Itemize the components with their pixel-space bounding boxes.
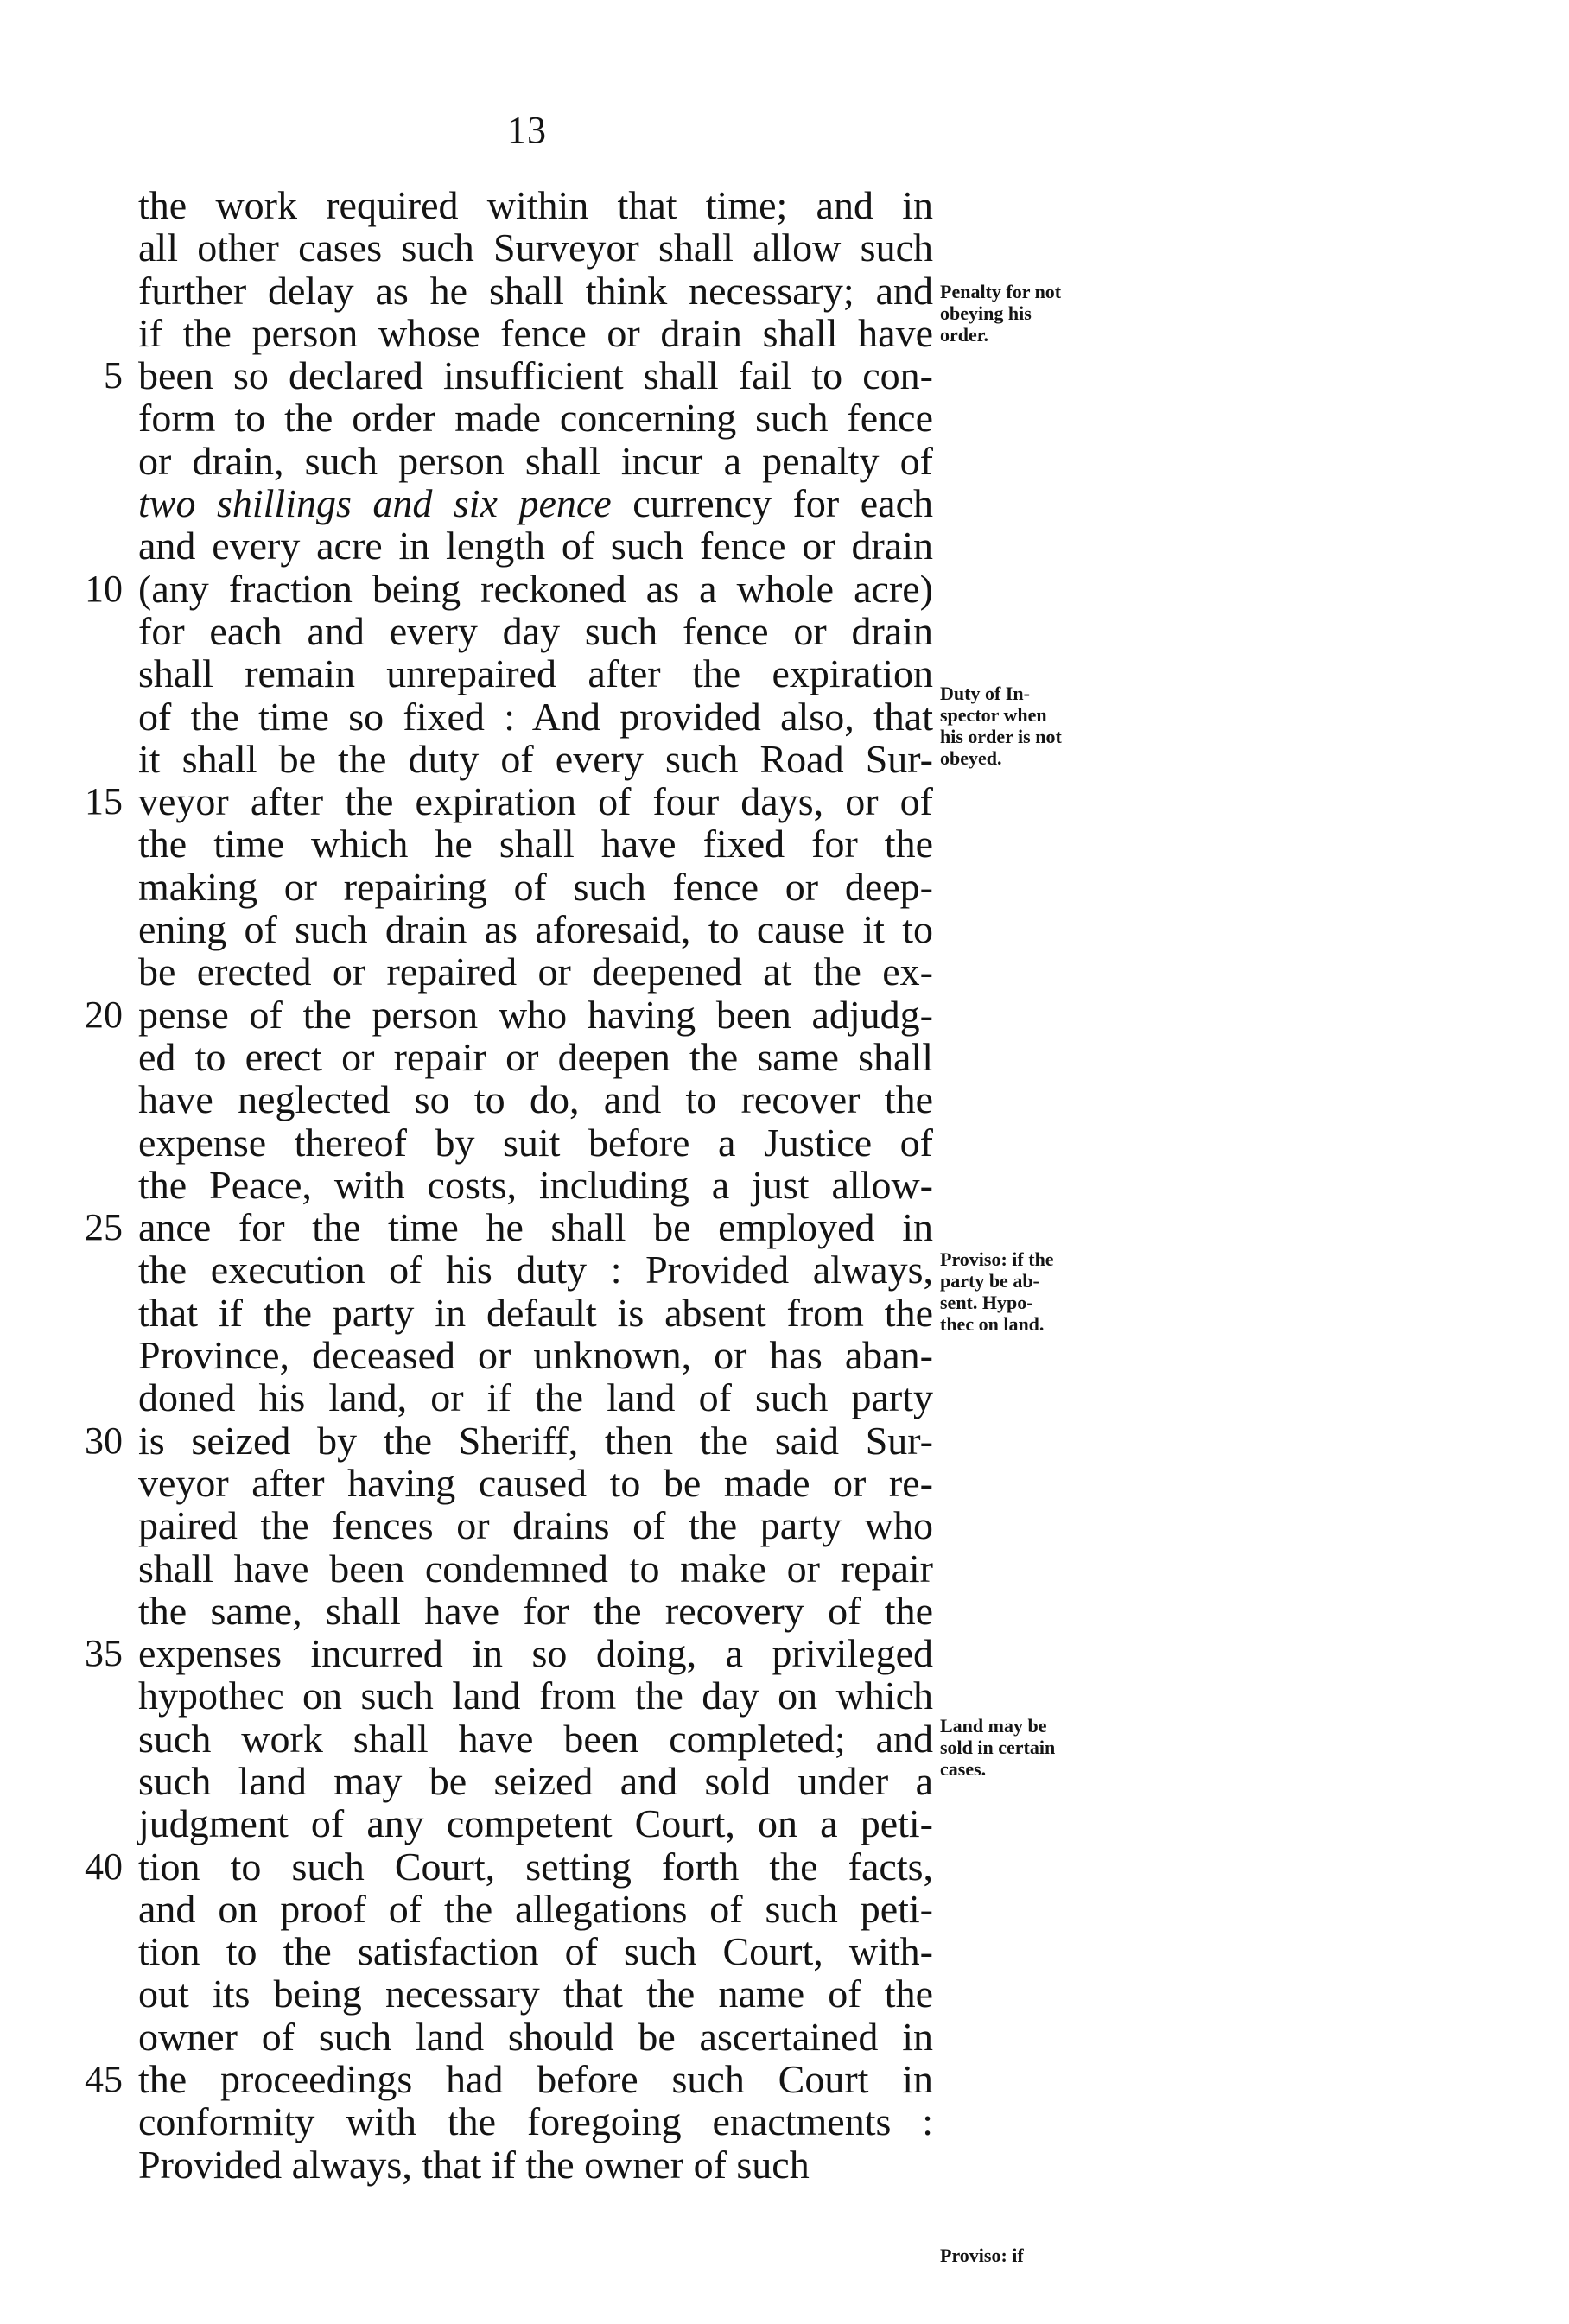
- text-line: [138, 1590, 933, 1632]
- text-line: [138, 1718, 933, 1760]
- line-text: for each and every day such fence or drain: [138, 608, 933, 653]
- line-text: or drain, such person shall incur a penalty of: [138, 438, 933, 483]
- line-text: paired the fences or drains of the party who: [138, 1503, 933, 1548]
- text-line: [138, 2100, 933, 2143]
- text-line: [85, 2057, 933, 2102]
- text-line: [85, 779, 933, 824]
- text-line: [85, 1205, 933, 1250]
- line-text: the Peace, with costs, including a just allow-: [138, 1162, 933, 1207]
- margin-note-penalty: Penalty for not obeying his order.: [940, 281, 1062, 346]
- line-text: veyor after the expiration of four days, or of: [138, 779, 933, 824]
- line-text: expenses incurred in so doing, a privileged: [138, 1631, 933, 1676]
- line-text: doned his land, or if the land of such party: [138, 1375, 933, 1420]
- text-line: [138, 1248, 933, 1291]
- line-text: hypothec on such land from the day on which: [138, 1673, 933, 1718]
- line-text: the execution of his duty : Provided always,: [138, 1248, 933, 1292]
- text-line: [138, 1334, 933, 1376]
- text-line: [138, 610, 933, 652]
- line-text: making or repairing of such fence or deep-: [138, 864, 933, 909]
- line-text-italic: two shillings and six pence: [138, 481, 612, 526]
- line-text: tion to the satisfaction of such Court, with-: [138, 1929, 933, 1974]
- line-number: 35: [85, 1632, 123, 1675]
- text-line: [138, 482, 933, 524]
- text-line: [138, 226, 933, 269]
- text-line: [138, 1121, 933, 1164]
- line-text: and every acre in length of such fence or drain: [138, 524, 933, 568]
- text-line: [138, 1802, 933, 1845]
- line-text: expense thereof by suit before a Justice of: [138, 1120, 933, 1165]
- line-text: shall remain unrepaired after the expiration: [138, 651, 933, 696]
- line-text: of the time so fixed : And provided also, that: [138, 694, 933, 739]
- line-text: veyor after having caused to be made or re-: [138, 1460, 933, 1505]
- margin-note-proviso-absent: Proviso: if the party be ab- sent. Hypo- thec on land.: [940, 1248, 1054, 1335]
- text-line: [138, 1462, 933, 1504]
- line-text: ance for the time he shall be employed in: [138, 1205, 933, 1250]
- text-line: [138, 312, 933, 354]
- margin-note-land-sold: Land may be sold in certain cases.: [940, 1715, 1056, 1780]
- line-number: 25: [85, 1206, 123, 1249]
- text-line: [85, 1418, 933, 1463]
- line-number: 10: [85, 567, 123, 610]
- page-number: 13: [507, 109, 547, 151]
- text-line: [138, 1547, 933, 1590]
- line-text: pense of the person who having been adjudg-: [138, 992, 933, 1037]
- text-line: [138, 2143, 933, 2186]
- line-text: such work shall have been completed; and: [138, 1716, 933, 1761]
- line-text: it shall be the duty of every such Road Sur-: [138, 736, 933, 781]
- margin-note-duty-of-inspector: Duty of In- spector when his order is not obeyed.: [940, 683, 1062, 769]
- text-line: [104, 353, 933, 398]
- text-line: [138, 1504, 933, 1546]
- line-text: been so declared insufficient shall fail to con-: [138, 353, 933, 398]
- line-text: [138, 482, 933, 524]
- line-text: the proceedings had before such Court in: [138, 2057, 933, 2102]
- text-line: [138, 1972, 933, 2015]
- text-line: [138, 1376, 933, 1419]
- text-line: [138, 1930, 933, 1972]
- line-text: (any fraction being reckoned as a whole acre): [138, 566, 933, 611]
- line-text-post: currency for each: [611, 481, 933, 526]
- line-number: 45: [85, 2058, 123, 2101]
- text-line: [138, 1760, 933, 1802]
- text-line: [138, 822, 933, 865]
- line-text: such land may be seized and sold under a: [138, 1758, 933, 1803]
- line-text: judgment of any competent Court, on a peti-: [138, 1801, 933, 1846]
- text-line: [138, 950, 933, 993]
- line-text: have neglected so to do, and to recover the: [138, 1077, 933, 1122]
- line-text: is seized by the Sheriff, then the said Sur-: [138, 1418, 933, 1463]
- line-text: ed to erect or repair or deepen the same shall: [138, 1034, 933, 1079]
- text-line: [138, 524, 933, 567]
- line-text: shall have been condemned to make or repair: [138, 1546, 933, 1591]
- line-number: 20: [85, 993, 123, 1036]
- line-text: conformity with the foregoing enactments :: [138, 2099, 933, 2144]
- line-text: Province, deceased or unknown, or has aban-: [138, 1333, 933, 1378]
- text-line: [138, 695, 933, 738]
- line-text: be erected or repaired or deepened at the ex-: [138, 949, 933, 994]
- text-line: [138, 908, 933, 950]
- line-text: owner of such land should be ascertained in: [138, 2014, 933, 2059]
- text-line: [138, 1888, 933, 1930]
- line-text: form to the order made concerning such fence: [138, 396, 933, 441]
- body-text: [85, 183, 933, 2187]
- line-number: 15: [85, 780, 123, 823]
- text-line: [138, 866, 933, 908]
- text-line: [138, 2016, 933, 2058]
- text-line: [85, 566, 933, 611]
- line-text: and on proof of the allegations of such peti-: [138, 1886, 933, 1931]
- margin-note-proviso-if: Proviso: if: [940, 2245, 1024, 2266]
- text-line: [138, 1164, 933, 1206]
- text-line: [85, 992, 933, 1037]
- text-line: [138, 1292, 933, 1334]
- text-line: [85, 1844, 933, 1889]
- text-line: [138, 1036, 933, 1078]
- line-text: that if the party in default is absent from the: [138, 1290, 933, 1335]
- line-text: ening of such drain as aforesaid, to cause it to: [138, 907, 933, 952]
- line-text: the time which he shall have fixed for the: [138, 822, 933, 867]
- line-text: the work required within that time; and in: [138, 183, 933, 227]
- line-number: 40: [85, 1845, 123, 1888]
- line-text: tion to such Court, setting forth the facts,: [138, 1844, 933, 1889]
- line-text: out its being necessary that the name of the: [138, 1972, 933, 2016]
- text-line: [138, 397, 933, 439]
- text-line: [138, 184, 933, 226]
- line-text: all other cases such Surveyor shall allow such: [138, 225, 933, 270]
- text-line: [138, 440, 933, 482]
- line-text: Provided always, that if the owner of such: [138, 2142, 810, 2187]
- line-number: 5: [104, 354, 123, 397]
- line-text: the same, shall have for the recovery of the: [138, 1588, 933, 1633]
- text-line: [138, 652, 933, 695]
- text-line: [85, 1631, 933, 1676]
- text-line: [138, 1674, 933, 1717]
- line-number: 30: [85, 1419, 123, 1462]
- text-line: [138, 738, 933, 780]
- text-line: [138, 1078, 933, 1121]
- line-text: further delay as he shall think necessary; and: [138, 268, 933, 313]
- line-text: if the person whose fence or drain shall have: [138, 310, 933, 355]
- text-line: [138, 270, 933, 312]
